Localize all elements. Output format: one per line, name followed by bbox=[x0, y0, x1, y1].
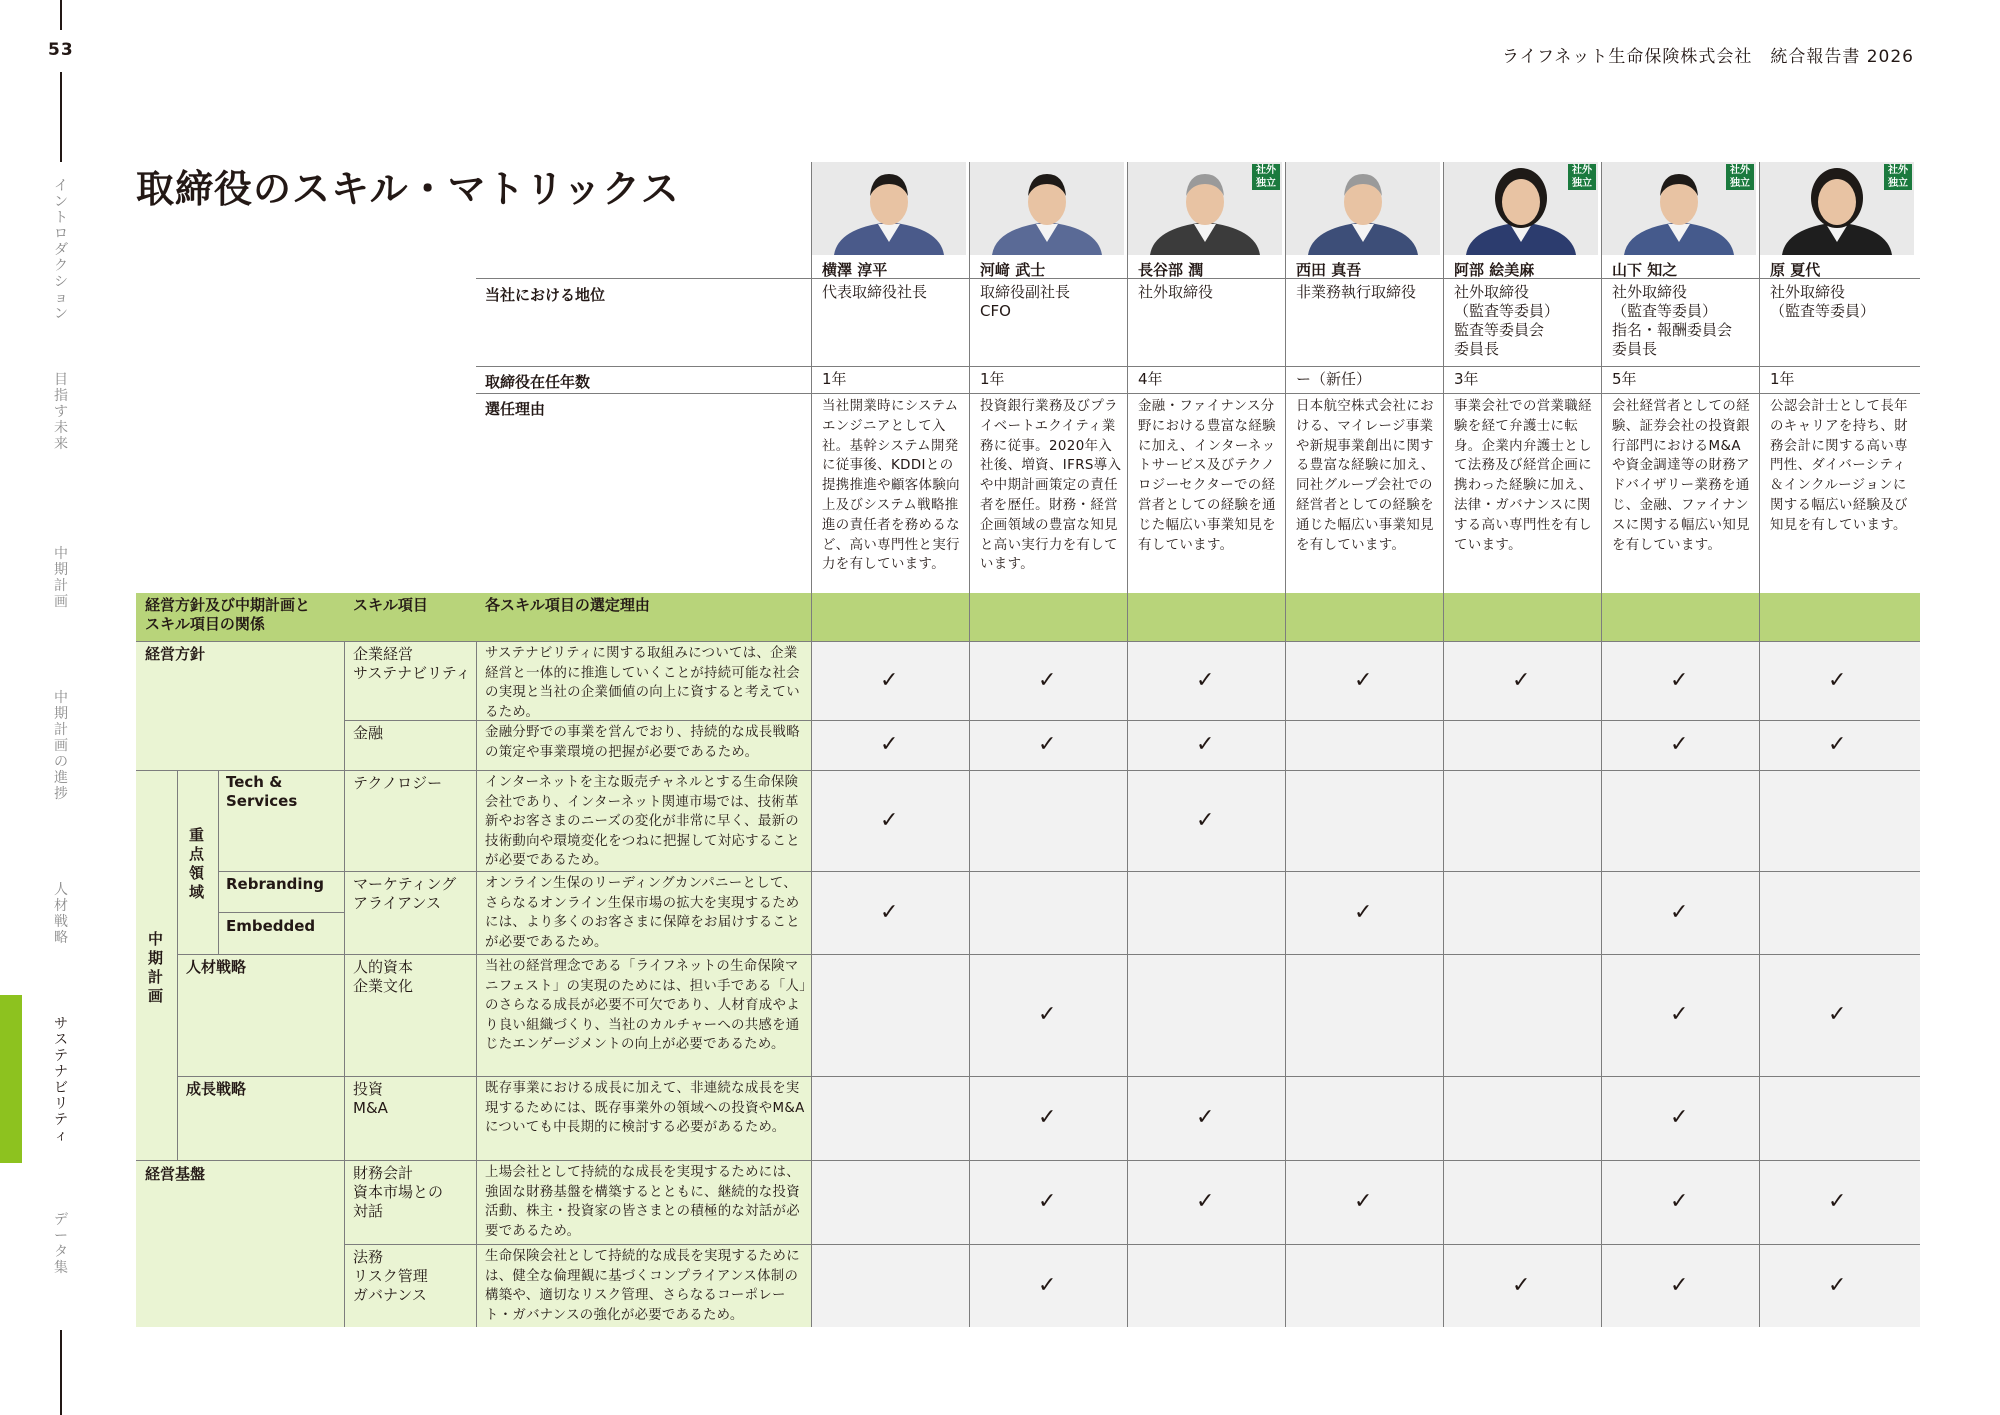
skill-reason: 上場会社として持続的な成長を実現するためには、強固な財務基盤を構築するとともに、継続的な投資活動、株主・投資家の皆さまとの積極的な対話が必要であるため。 bbox=[485, 1165, 800, 1239]
matrix-divider bbox=[136, 641, 1920, 642]
nav-item-sustainability[interactable]: サステナビリティ bbox=[54, 1016, 68, 1144]
independent-badge: 社外独立 bbox=[1568, 164, 1596, 190]
skill-item: 財務会計 資本市場との 対話 bbox=[353, 1164, 444, 1220]
check-icon: ✓ bbox=[1670, 667, 1689, 693]
row-label-tenure: 取締役在任年数 bbox=[485, 373, 591, 391]
director-position: 社外取締役 （監査等委員） 監査等委員会 委員長 bbox=[1454, 283, 1560, 358]
matrix-row-divider bbox=[344, 954, 1920, 955]
director-reason: 投資銀行業務及びプライベートエクイティ業務に従事。2020年入社後、増資、IFRS導入や中期計画策定の責任者を歴任。財務・経営企画領域の豊富な知見と高い実行力を有しています。 bbox=[980, 399, 1122, 573]
skill-reason: サステナビリティに関する取組みについては、企業経営と一体的に推進していくことが持続可能な社会の実現と当社の企業価値の向上に資すると考えているため。 bbox=[485, 646, 800, 720]
check-icon: ✓ bbox=[880, 667, 899, 693]
matrix-row-divider bbox=[344, 1244, 1920, 1245]
director-tenure: 3年 bbox=[1454, 370, 1479, 388]
director-name: 阿部 絵美麻 bbox=[1454, 261, 1535, 279]
check-icon: ✓ bbox=[880, 807, 899, 833]
nav-item-midterm-plan[interactable]: 中期計画 bbox=[54, 546, 68, 610]
matrix-row-divider bbox=[344, 770, 1920, 771]
director-reason: 当社開業時にシステムエンジニアとして入社。基幹システム開発に従事後、KDDIとの提携推進や顧客体験向上及びシステム戦略推進の責任者を務めるなど、高い専門性と実行力を有しています。 bbox=[822, 399, 960, 573]
matrix-header-skill: スキル項目 bbox=[353, 596, 428, 614]
director-position: 社外取締役 bbox=[1138, 283, 1214, 301]
check-icon: ✓ bbox=[880, 732, 899, 757]
check-icon: ✓ bbox=[1512, 667, 1531, 693]
group-chuki-keikaku: 中期計画 bbox=[148, 930, 164, 1005]
matrix-row-divider bbox=[344, 871, 1920, 872]
director-name: 横澤 淳平 bbox=[822, 261, 888, 279]
matrix-row-divider bbox=[344, 1160, 1920, 1161]
director-reason: 日本航空株式会社における、マイレージ事業や新規事業創出に関する豊富な経験に加え、同社グループ会社での経営者としての経験を通じた幅広い事業知見を有しています。 bbox=[1296, 399, 1435, 553]
independent-badge: 社外独立 bbox=[1726, 164, 1754, 190]
check-icon: ✓ bbox=[1670, 1189, 1689, 1214]
skill-reason: 金融分野での事業を営んでおり、持続的な成長戦略の策定や事業環境の把握が必要であるため。 bbox=[485, 725, 800, 760]
nav-item-future[interactable]: 目指す未来 bbox=[54, 372, 68, 452]
director-name: 山下 知之 bbox=[1612, 261, 1678, 279]
matrix-column-divider bbox=[1127, 593, 1128, 1327]
check-area-bg bbox=[812, 641, 1920, 1327]
check-icon: ✓ bbox=[1038, 1272, 1057, 1298]
check-icon: ✓ bbox=[1196, 807, 1215, 833]
check-icon: ✓ bbox=[1196, 1189, 1215, 1214]
skill-item: 金融 bbox=[353, 724, 384, 742]
subgroup-growth-strategy: 成長戦略 bbox=[186, 1080, 247, 1098]
director-tenure: 1年 bbox=[822, 370, 847, 388]
director-tenure: 1年 bbox=[1770, 370, 1795, 388]
row-label-reason: 選任理由 bbox=[485, 400, 546, 418]
independent-badge: 社外独立 bbox=[1884, 164, 1912, 190]
nav-item-data[interactable]: データ集 bbox=[54, 1212, 68, 1276]
check-icon: ✓ bbox=[1828, 732, 1847, 757]
check-icon: ✓ bbox=[1354, 1189, 1373, 1214]
check-icon: ✓ bbox=[1670, 899, 1689, 925]
director-tenure: 5年 bbox=[1612, 370, 1637, 388]
check-icon: ✓ bbox=[1828, 667, 1847, 693]
skill-item: 人的資本 企業文化 bbox=[353, 958, 414, 995]
matrix-divider bbox=[177, 770, 178, 1160]
nav-item-midterm-progress[interactable]: 中期計画の進捗 bbox=[54, 690, 68, 802]
matrix-column-divider bbox=[811, 593, 812, 1327]
check-icon: ✓ bbox=[1196, 732, 1215, 757]
skill-item: テクノロジー bbox=[353, 774, 443, 792]
check-icon: ✓ bbox=[1512, 1272, 1531, 1298]
skill-item: マーケティング アライアンス bbox=[353, 875, 457, 912]
nav-item-introduction[interactable]: イントロダクション bbox=[54, 178, 68, 322]
director-reason: 会社経営者としての経験、証券会社の投資銀行部門におけるM&Aや資金調達等の財務アドバイザリー業務を通じ、金融、ファイナンスに関する幅広い知見を有しています。 bbox=[1612, 399, 1750, 553]
director-name: 原 夏代 bbox=[1770, 261, 1821, 279]
matrix-column-divider bbox=[1285, 593, 1286, 1327]
subgroup-hr-strategy: 人材戦略 bbox=[186, 958, 247, 976]
subgroup-rebranding: Rebranding bbox=[226, 875, 324, 893]
skill-reason: オンライン生保のリーディングカンパニーとして、さらなるオンライン生保市場の拡大を実現するためには、より多くのお客さまに保障をお届けすることが必要であるため。 bbox=[485, 876, 800, 950]
director-tenure: 1年 bbox=[980, 370, 1005, 388]
director-reason: 公認会計士として長年のキャリアを持ち、財務会計に関する高い専門性、ダイバーシティ＆インクルージョンに関する幅広い経験及び知見を有しています。 bbox=[1770, 399, 1908, 533]
check-icon: ✓ bbox=[1670, 1272, 1689, 1298]
check-icon: ✓ bbox=[880, 899, 899, 925]
matrix-header-reason: 各スキル項目の選定理由 bbox=[485, 596, 650, 614]
matrix-header-relation: 経営方針及び中期計画と スキル項目の関係 bbox=[145, 596, 311, 633]
matrix-column-divider bbox=[1601, 593, 1602, 1327]
check-icon: ✓ bbox=[1354, 667, 1373, 693]
matrix-divider bbox=[344, 641, 345, 1327]
check-icon: ✓ bbox=[1670, 1105, 1689, 1130]
report-title: ライフネット生命保険株式会社 統合報告書 2026 bbox=[1502, 47, 1914, 67]
check-icon: ✓ bbox=[1038, 1105, 1057, 1130]
nav-item-hr-strategy[interactable]: 人材戦略 bbox=[54, 882, 68, 946]
group-juten-ryoiki: 重点領域 bbox=[189, 826, 205, 901]
check-icon: ✓ bbox=[1828, 1002, 1847, 1027]
director-position: 取締役副社長 CFO bbox=[980, 283, 1071, 320]
skill-reason: 既存事業における成長に加えて、非連続な成長を実現するためには、既存事業外の領域への投資やM&Aについても中長期的に検討する必要があるため。 bbox=[485, 1081, 805, 1136]
check-icon: ✓ bbox=[1196, 667, 1215, 693]
skill-item: 投資 M&A bbox=[353, 1080, 388, 1117]
group-keiei-kiban: 経営基盤 bbox=[145, 1165, 206, 1183]
director-position: 社外取締役 （監査等委員） bbox=[1770, 283, 1876, 320]
director-name: 西田 真吾 bbox=[1296, 261, 1362, 279]
matrix-column-divider bbox=[969, 593, 970, 1327]
matrix-row-divider bbox=[344, 1076, 1920, 1077]
page-number: 53 bbox=[48, 40, 74, 60]
group-keiei-hoshin: 経営方針 bbox=[145, 645, 206, 663]
check-icon: ✓ bbox=[1196, 1105, 1215, 1130]
check-icon: ✓ bbox=[1038, 1189, 1057, 1214]
independent-badge: 社外独立 bbox=[1252, 164, 1280, 190]
check-icon: ✓ bbox=[1670, 732, 1689, 757]
check-icon: ✓ bbox=[1670, 1002, 1689, 1027]
skill-reason: 生命保険会社として持続的な成長を実現するためには、健全な倫理観に基づくコンプライアンス体制の構築や、適切なリスク管理、さらなるコーポレート・ガバナンスの強化が必要であるため。 bbox=[485, 1249, 800, 1323]
director-reason: 金融・ファイナンス分野における豊富な経験に加え、インターネットサービス及びテクノロジーセクターでの経営者としての経験を通じた幅広い事業知見を有しています。 bbox=[1138, 399, 1276, 553]
subgroup-embedded: Embedded bbox=[226, 917, 316, 935]
skill-reason: 当社の経営理念である「ライフネットの生命保険マニフェスト」の実現のためには、担い手である「人」のさらなる成長が必要不可欠であり、人材育成やより良い組織づくり、当社のカルチャーへの共感を通じたエンゲージメントの向上が必要であるため。 bbox=[485, 959, 807, 1053]
matrix-divider bbox=[218, 912, 344, 913]
matrix-divider bbox=[218, 770, 219, 954]
check-icon: ✓ bbox=[1038, 732, 1057, 757]
director-position: 社外取締役 （監査等委員） 指名・報酬委員会 委員長 bbox=[1612, 283, 1733, 358]
director-reason: 事業会社での営業職経験を経て弁護士に転身。企業内弁護士として法務及び経営企画に携わった経験に加え、法律・ガバナンスに関する高い専門性を有しています。 bbox=[1454, 399, 1593, 553]
matrix-column-divider bbox=[1443, 593, 1444, 1327]
check-icon: ✓ bbox=[1038, 667, 1057, 693]
row-label-position: 当社における地位 bbox=[485, 286, 606, 304]
check-icon: ✓ bbox=[1828, 1272, 1847, 1298]
director-position: 非業務執行取締役 bbox=[1296, 283, 1417, 301]
skill-item: 企業経営 サステナビリティ bbox=[353, 645, 471, 682]
page-title: 取締役のスキル・マトリックス bbox=[136, 167, 680, 211]
check-icon: ✓ bbox=[1038, 1002, 1057, 1027]
check-icon: ✓ bbox=[1828, 1189, 1847, 1214]
matrix-column-divider bbox=[1759, 593, 1760, 1327]
director-tenure: ー（新任） bbox=[1296, 370, 1372, 388]
subgroup-tech-services: Tech & Services bbox=[226, 773, 298, 810]
skill-item: 法務 リスク管理 ガバナンス bbox=[353, 1248, 428, 1304]
director-tenure: 4年 bbox=[1138, 370, 1163, 388]
skill-reason: インターネットを主な販売チャネルとする生命保険会社であり、インターネット関連市場では、技術革新やお客さまのニーズの変化が非常に早く、最新の技術動向や環境変化をつねに把握して対応することが必要であるため。 bbox=[485, 775, 800, 869]
director-position: 代表取締役社長 bbox=[822, 283, 928, 301]
check-icon: ✓ bbox=[1354, 899, 1373, 925]
director-name: 河﨑 武士 bbox=[980, 261, 1046, 279]
director-name: 長谷部 潤 bbox=[1138, 261, 1204, 279]
